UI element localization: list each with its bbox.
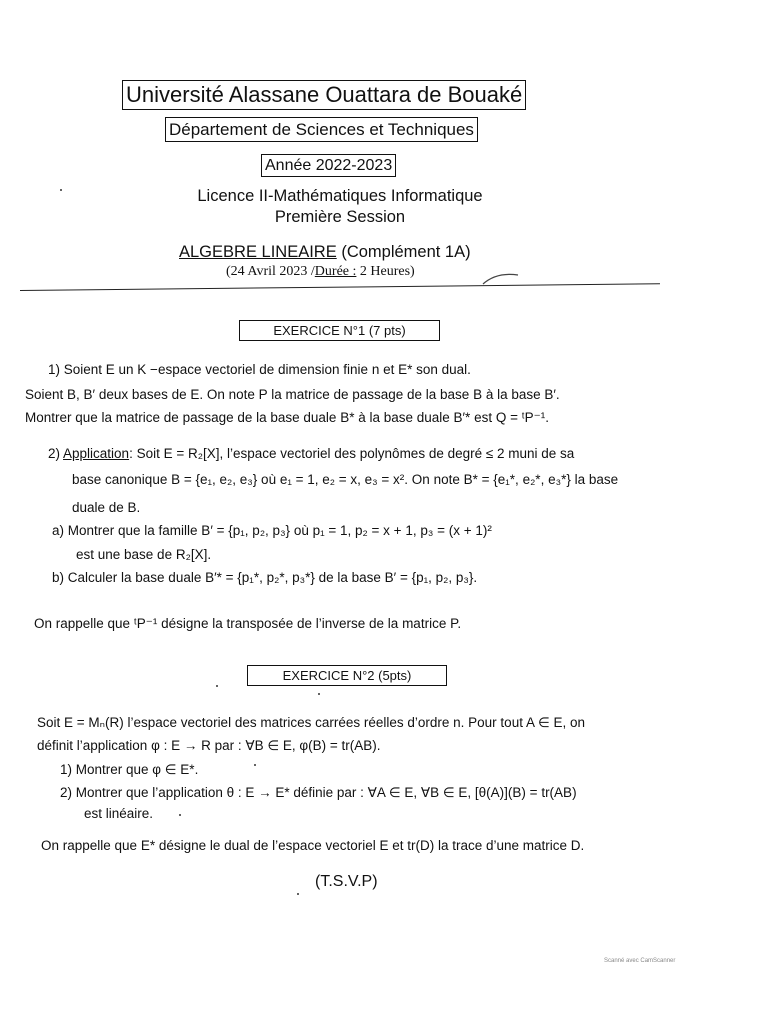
ex2-intro-line2: définit l’application φ : E → R par : ∀B ∈ E, φ(B) = tr(AB). [37,738,381,753]
application-text: : Soit E = R₂[X], l’espace vectoriel des polynômes de degré ≤ 2 muni de sa [129,446,575,461]
ex2-q2-line1: 2) Montrer que l’application θ : E → E* définie par : ∀A ∈ E, ∀B ∈ E, [θ(A)](B) = tr(AB) [60,785,577,800]
scan-speck [60,189,62,191]
scan-speck [297,893,299,895]
program-title: Licence II-Mathématiques Informatique [197,187,483,205]
ex1-application-line2: base canonique B = {e₁, e₂, e₃} où e₁ = 1, e₂ = x, e₃ = x². On note B* = {e₁*, e₂*, e₃*} la base [72,472,619,487]
ex2-q2-line2: est linéaire. [84,806,154,821]
ex1-a-line1: a) Montrer que la famille B′ = {p₁, p₂, p₃} où p₁ = 1, p₂ = x + 1, p₃ = (x + 1)² [52,523,492,538]
application-number: 2) [48,446,64,461]
ex1-q1-line1: 1) Soient E un K −espace vectoriel de dimension finie n et E* son dual. [48,362,471,377]
ex1-q1-line3: Montrer que la matrice de passage de la base duale B* à la base duale B′* est Q = ᵗP⁻¹. [25,410,550,425]
date-text: (24 Avril 2023 / [226,264,315,279]
exam-date [226,264,415,280]
scan-speck [179,814,181,816]
ex1-application-line3: duale de B. [72,500,141,515]
exercise1-title: EXERCICE N°1 (7 pts) [239,320,440,341]
duration-value: 2 Heures) [356,264,415,279]
year-title: Année 2022-2023 [261,154,396,177]
ex2-q1: 1) Montrer que φ ∈ E*. [60,762,199,777]
ex1-a-line2: est une base de R₂[X]. [76,547,212,562]
ex2-intro-line1: Soit E = Mₙ(R) l’espace vectoriel des matrices carrées réelles d’ordre n. Pour tout A ∈ E, on [37,715,585,730]
scan-speck [216,685,218,687]
exercise2-title: EXERCICE N°2 (5pts) [247,665,447,686]
course-suffix: (Complément 1A) [336,243,471,261]
tsvp-label: (T.S.V.P) [315,873,378,890]
duration-label: Durée : [314,264,357,279]
session-title: Première Session [274,208,406,226]
ex1-b-line: b) Calculer la base duale B′* = {p₁*, p₂*, p₃*} de la base B′ = {p₁, p₂, p₃}. [52,570,478,585]
ex1-reminder: On rappelle que ᵗP⁻¹ désigne la transposée de l’inverse de la matrice P. [34,616,462,631]
scan-speck [254,764,256,766]
application-label: Application [63,446,130,461]
scan-speck [318,693,320,695]
university-title: Université Alassane Ouattara de Bouaké [122,80,526,110]
ex1-q1-line2: Soient B, B′ deux bases de E. On note P la matrice de passage de la base B à la base B′. [25,387,560,402]
header-divider [20,283,660,291]
department-title: Département de Sciences et Techniques [165,117,478,142]
course-name: ALGEBRE LINEAIRE [179,243,337,261]
ex1-application-line1 [48,446,574,461]
scanner-watermark: Scanné avec CamScanner [604,958,676,964]
ex2-reminder: On rappelle que E* désigne le dual de l’espace vectoriel E et tr(D) la trace d’une matrice D. [41,838,585,853]
course-title [179,243,471,262]
